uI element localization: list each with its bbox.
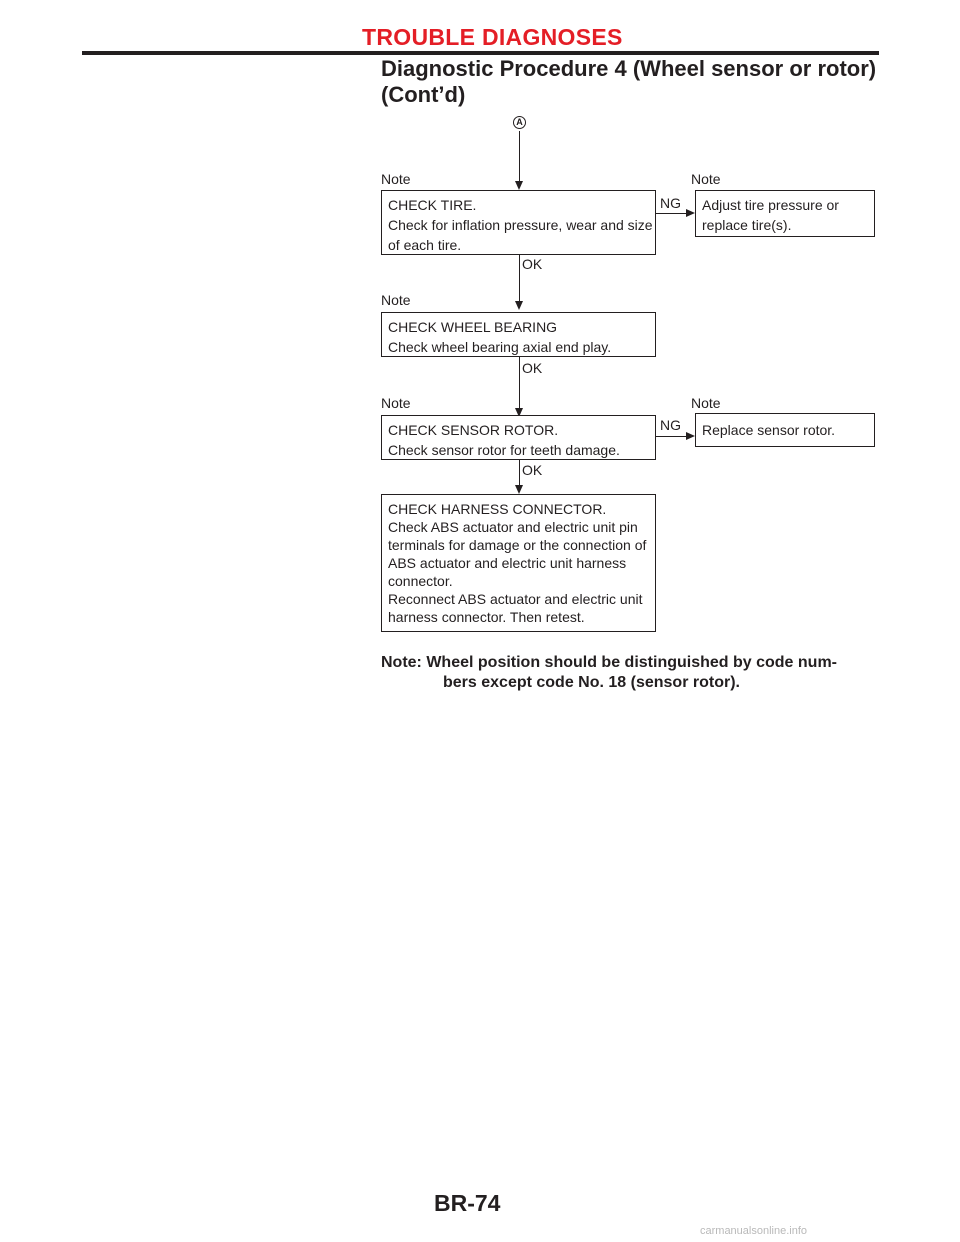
step1-branch-note-label: Note: [691, 171, 721, 187]
step3-box: [381, 415, 656, 460]
step3-ok-label: OK: [522, 462, 543, 478]
step3-line: CHECK SENSOR ROTOR.: [388, 422, 559, 438]
step4-line: CHECK HARNESS CONNECTOR.: [388, 501, 607, 517]
step1-line: CHECK TIRE.: [388, 197, 477, 213]
section-title: TROUBLE DIAGNOSES: [362, 24, 623, 50]
subtitle-line-1: Diagnostic Procedure 4 (Wheel sensor or rotor): [381, 56, 877, 81]
step3-line: Check sensor rotor for teeth damage.: [388, 442, 620, 458]
step1-branch-line: replace tire(s).: [702, 217, 792, 233]
flow-line: [656, 436, 687, 437]
step2-line: Check wheel bearing axial end play.: [388, 339, 612, 355]
step4-line: Reconnect ABS actuator and electric unit: [388, 591, 643, 607]
note-line-2: bers except code No. 18 (sensor rotor).: [443, 674, 740, 691]
step1-branch-line: Adjust tire pressure or: [702, 197, 839, 213]
step2-box: [381, 312, 656, 357]
step4-line: Check ABS actuator and electric unit pin: [388, 519, 638, 535]
step3-note-label: Note: [381, 395, 411, 411]
step2-ok-label: OK: [522, 360, 543, 376]
step4-box: [381, 494, 656, 632]
step3-branch-note-label: Note: [691, 395, 721, 411]
watermark: carmanualsonline.info: [700, 1225, 808, 1237]
step1-ng-label: NG: [660, 195, 681, 211]
note-paragraph: [381, 653, 881, 693]
flow-line: [519, 460, 520, 486]
page-number: BR-74: [434, 1190, 501, 1216]
step1-ok-label: OK: [522, 256, 543, 272]
step1-branch-box: [695, 190, 875, 237]
step4-line: harness connector. Then retest.: [388, 609, 585, 625]
page-subtitle: [381, 56, 876, 108]
arrow-right-icon: [686, 209, 695, 217]
flow-line: [519, 131, 520, 182]
step1-line: Check for inflation pressure, wear and size: [388, 217, 653, 233]
step3-ng-label: NG: [660, 417, 681, 433]
step2-note-label: Note: [381, 292, 411, 308]
flow-line: [519, 357, 520, 409]
step3-branch-box: [695, 413, 875, 447]
flow-line: [656, 213, 687, 214]
step2-line: CHECK WHEEL BEARING: [388, 319, 558, 335]
connector-a-icon: [510, 116, 530, 132]
note-line-1: Note: Wheel position should be distinguished by code num-: [381, 654, 837, 671]
arrow-down-icon: [515, 181, 523, 190]
connector-label: A: [516, 117, 523, 127]
step4-line: ABS actuator and electric unit harness: [388, 555, 627, 571]
step1-box: [381, 190, 656, 255]
step4-line: connector.: [388, 573, 453, 589]
header-rule: [82, 51, 879, 55]
step1-note-label: Note: [381, 171, 411, 187]
arrow-down-icon: [515, 485, 523, 494]
step4-line: terminals for damage or the connection of: [388, 537, 647, 553]
step3-branch-line: Replace sensor rotor.: [702, 422, 836, 438]
arrow-down-icon: [515, 301, 523, 310]
subtitle-line-2: (Cont’d): [381, 82, 466, 107]
flow-line: [519, 255, 520, 302]
arrow-right-icon: [686, 432, 695, 440]
step1-line: of each tire.: [388, 237, 462, 253]
